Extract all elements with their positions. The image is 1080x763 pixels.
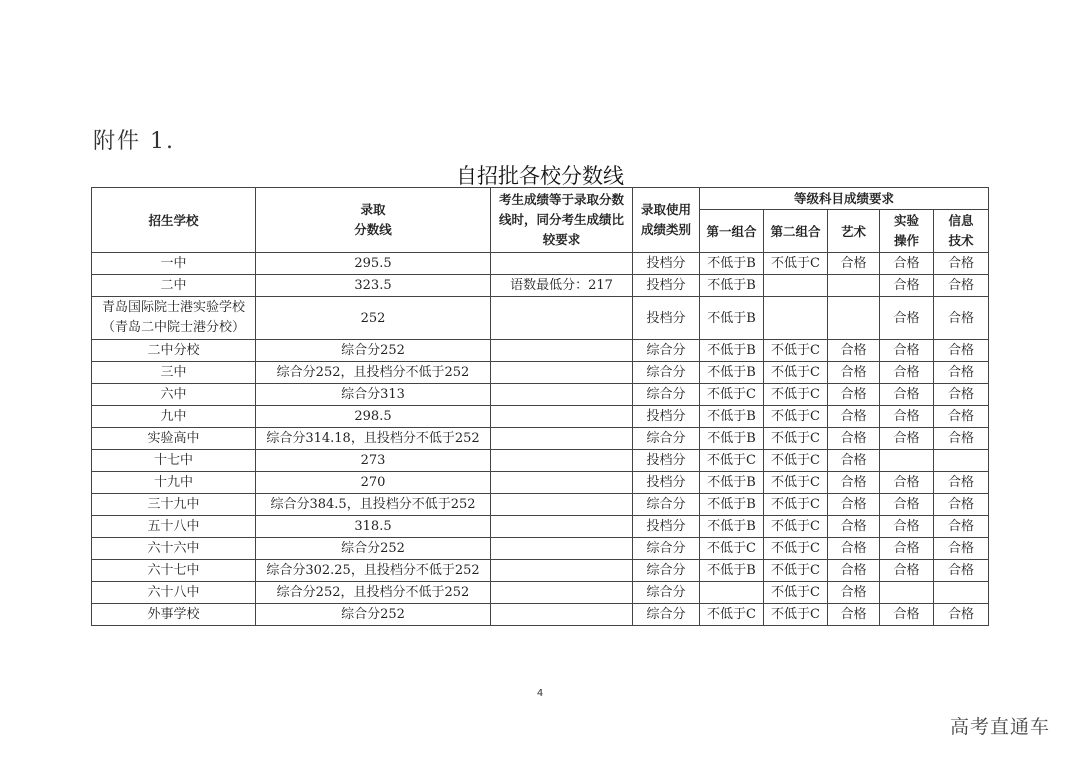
- table-title: 自招批各校分数线: [456, 164, 624, 188]
- cell-exp: 合格: [880, 516, 934, 538]
- cell-it: 合格: [934, 253, 989, 275]
- cell-it: 合格: [934, 538, 989, 560]
- cell-school: 六十六中: [92, 538, 256, 560]
- cell-art: 合格: [828, 253, 880, 275]
- table-row: [92, 362, 989, 384]
- cell-art: 合格: [828, 494, 880, 516]
- cell-it: 合格: [934, 560, 989, 582]
- cell-it: 合格: [934, 472, 989, 494]
- cell-it: [934, 582, 989, 604]
- cell-school: 三十九中: [92, 494, 256, 516]
- cell-c2: 不低于C: [764, 604, 828, 626]
- cell-exp: 合格: [880, 253, 934, 275]
- cell-exp: 合格: [880, 275, 934, 297]
- attachment-label: 附件 1.: [93, 129, 175, 154]
- cell-c2: 不低于C: [764, 516, 828, 538]
- cell-cutoff: 298.5: [256, 406, 491, 428]
- cell-art: 合格: [828, 450, 880, 472]
- cell-c1: 不低于B: [700, 340, 764, 362]
- cell-art: 合格: [828, 604, 880, 626]
- cutoff-score-table: [91, 187, 989, 626]
- cell-exp: 合格: [880, 406, 934, 428]
- table-row: [92, 384, 989, 406]
- table-row: [92, 560, 989, 582]
- cell-art: 合格: [828, 340, 880, 362]
- cell-cutoff: 综合分252，且投档分不低于252: [256, 582, 491, 604]
- cell-tie: [491, 362, 633, 384]
- cell-tie: [491, 428, 633, 450]
- cell-tie: [491, 604, 633, 626]
- cell-tie: [491, 384, 633, 406]
- cell-c1: 不低于B: [700, 494, 764, 516]
- cell-cutoff: 综合分252: [256, 538, 491, 560]
- cell-exp: 合格: [880, 297, 934, 340]
- header-grade-group: 等级科目成绩要求: [700, 188, 989, 210]
- cell-exp: 合格: [880, 362, 934, 384]
- cell-exp: 合格: [880, 428, 934, 450]
- cell-c1: 不低于B: [700, 428, 764, 450]
- cell-cutoff: 综合分252: [256, 604, 491, 626]
- cell-school: 实验高中: [92, 428, 256, 450]
- cell-it: 合格: [934, 494, 989, 516]
- cell-tie: [491, 450, 633, 472]
- cell-cutoff: 273: [256, 450, 491, 472]
- header-school: 招生学校: [92, 188, 256, 253]
- cell-exp: 合格: [880, 560, 934, 582]
- cell-school: 外事学校: [92, 604, 256, 626]
- cell-tie: [491, 582, 633, 604]
- cell-school: 一中: [92, 253, 256, 275]
- cell-art: 合格: [828, 560, 880, 582]
- cell-art: 合格: [828, 582, 880, 604]
- cell-c1: 不低于B: [700, 472, 764, 494]
- cell-type: 综合分: [633, 604, 700, 626]
- table-row: [92, 450, 989, 472]
- cell-art: 合格: [828, 538, 880, 560]
- cell-type: 综合分: [633, 362, 700, 384]
- cell-art: 合格: [828, 384, 880, 406]
- cell-c1: 不低于B: [700, 406, 764, 428]
- table-row: [92, 275, 989, 297]
- cell-c2: [764, 275, 828, 297]
- cell-c1: 不低于B: [700, 253, 764, 275]
- cell-c2: [764, 297, 828, 340]
- header-score-type: 录取使用成绩类别: [633, 188, 700, 253]
- cell-it: 合格: [934, 516, 989, 538]
- cell-tie: 语数最低分：217: [491, 275, 633, 297]
- table-row: [92, 538, 989, 560]
- table-row: [92, 604, 989, 626]
- cell-it: 合格: [934, 406, 989, 428]
- cell-art: 合格: [828, 406, 880, 428]
- cell-type: 投档分: [633, 516, 700, 538]
- cell-school: 六中: [92, 384, 256, 406]
- cell-art: 合格: [828, 362, 880, 384]
- cell-cutoff: 综合分314.18，且投档分不低于252: [256, 428, 491, 450]
- cell-school: 六十七中: [92, 560, 256, 582]
- cell-type: 投档分: [633, 450, 700, 472]
- cell-c2: 不低于C: [764, 362, 828, 384]
- cell-cutoff: 295.5: [256, 253, 491, 275]
- cell-it: 合格: [934, 275, 989, 297]
- cell-type: 投档分: [633, 275, 700, 297]
- cell-it: 合格: [934, 428, 989, 450]
- cell-c1: 不低于B: [700, 362, 764, 384]
- table-row: [92, 472, 989, 494]
- cell-type: 投档分: [633, 472, 700, 494]
- cell-cutoff: 318.5: [256, 516, 491, 538]
- cell-c2: 不低于C: [764, 582, 828, 604]
- cell-exp: 合格: [880, 494, 934, 516]
- cell-tie: [491, 494, 633, 516]
- cell-type: 综合分: [633, 582, 700, 604]
- header-combo1: 第一组合: [700, 210, 764, 253]
- cell-type: 投档分: [633, 297, 700, 340]
- cell-type: 投档分: [633, 406, 700, 428]
- cell-type: 综合分: [633, 560, 700, 582]
- cell-it: 合格: [934, 384, 989, 406]
- cell-cutoff: 综合分302.25，且投档分不低于252: [256, 560, 491, 582]
- cell-art: [828, 275, 880, 297]
- cell-exp: [880, 450, 934, 472]
- table-row: [92, 494, 989, 516]
- cell-school: 十七中: [92, 450, 256, 472]
- table-row: [92, 582, 989, 604]
- cell-it: 合格: [934, 362, 989, 384]
- cell-school: 二中: [92, 275, 256, 297]
- cell-it: 合格: [934, 297, 989, 340]
- cell-school: 五十八中: [92, 516, 256, 538]
- header-tie-rule: 考生成绩等于录取分数线时，同分考生成绩比较要求: [491, 188, 633, 253]
- table-row: [92, 406, 989, 428]
- cell-school: 十九中: [92, 472, 256, 494]
- cell-it: 合格: [934, 340, 989, 362]
- cell-c1: [700, 582, 764, 604]
- cell-cutoff: 252: [256, 297, 491, 340]
- table-row: [92, 516, 989, 538]
- cell-art: 合格: [828, 472, 880, 494]
- cell-it: [934, 450, 989, 472]
- cell-c1: 不低于C: [700, 604, 764, 626]
- cell-c2: 不低于C: [764, 538, 828, 560]
- cell-it: 合格: [934, 604, 989, 626]
- cell-exp: 合格: [880, 538, 934, 560]
- cell-cutoff: 综合分313: [256, 384, 491, 406]
- header-combo2: 第二组合: [764, 210, 828, 253]
- cell-art: 合格: [828, 428, 880, 450]
- cell-c1: 不低于B: [700, 560, 764, 582]
- cell-c2: 不低于C: [764, 428, 828, 450]
- cell-c1: 不低于C: [700, 450, 764, 472]
- cell-type: 综合分: [633, 538, 700, 560]
- cell-school: 三中: [92, 362, 256, 384]
- table-row: [92, 428, 989, 450]
- table-row: [92, 253, 989, 275]
- header-experiment: 实验 操作: [880, 210, 934, 253]
- cell-exp: [880, 582, 934, 604]
- table-row: [92, 340, 989, 362]
- cell-tie: [491, 538, 633, 560]
- cell-c2: 不低于C: [764, 472, 828, 494]
- cell-type: 综合分: [633, 384, 700, 406]
- page-number: 4: [536, 688, 544, 699]
- cell-cutoff: 综合分252: [256, 340, 491, 362]
- cell-c2: 不低于C: [764, 494, 828, 516]
- cell-tie: [491, 340, 633, 362]
- cell-art: 合格: [828, 516, 880, 538]
- cell-school: 青岛国际院士港实验学校 （青岛二中院士港分校）: [92, 297, 256, 340]
- cell-c1: 不低于C: [700, 538, 764, 560]
- cell-exp: 合格: [880, 604, 934, 626]
- cell-c1: 不低于B: [700, 297, 764, 340]
- cell-cutoff: 323.5: [256, 275, 491, 297]
- cell-tie: [491, 516, 633, 538]
- cell-tie: [491, 472, 633, 494]
- cell-type: 综合分: [633, 340, 700, 362]
- cell-c2: 不低于C: [764, 560, 828, 582]
- cell-c2: 不低于C: [764, 450, 828, 472]
- cell-tie: [491, 560, 633, 582]
- cell-tie: [491, 406, 633, 428]
- cell-exp: 合格: [880, 384, 934, 406]
- cell-cutoff: 综合分384.5，且投档分不低于252: [256, 494, 491, 516]
- cell-c2: 不低于C: [764, 340, 828, 362]
- cell-school: 二中分校: [92, 340, 256, 362]
- cell-c1: 不低于B: [700, 516, 764, 538]
- cell-type: 投档分: [633, 253, 700, 275]
- cell-cutoff: 综合分252，且投档分不低于252: [256, 362, 491, 384]
- cell-type: 综合分: [633, 428, 700, 450]
- cell-cutoff: 270: [256, 472, 491, 494]
- cell-c2: 不低于C: [764, 406, 828, 428]
- cell-art: [828, 297, 880, 340]
- cell-school: 六十八中: [92, 582, 256, 604]
- cell-exp: 合格: [880, 340, 934, 362]
- header-cutoff: 录取 分数线: [256, 188, 491, 253]
- cell-school: 九中: [92, 406, 256, 428]
- cell-c2: 不低于C: [764, 253, 828, 275]
- cell-c1: 不低于B: [700, 275, 764, 297]
- table-body: [92, 253, 989, 626]
- cell-tie: [491, 297, 633, 340]
- cell-type: 综合分: [633, 494, 700, 516]
- cell-tie: [491, 253, 633, 275]
- cell-c1: 不低于C: [700, 384, 764, 406]
- header-info-tech: 信息 技术: [934, 210, 989, 253]
- watermark: 高考直通车: [949, 716, 1050, 738]
- table-row: [92, 297, 989, 340]
- cell-exp: 合格: [880, 472, 934, 494]
- cell-c2: 不低于C: [764, 384, 828, 406]
- header-art: 艺术: [828, 210, 880, 253]
